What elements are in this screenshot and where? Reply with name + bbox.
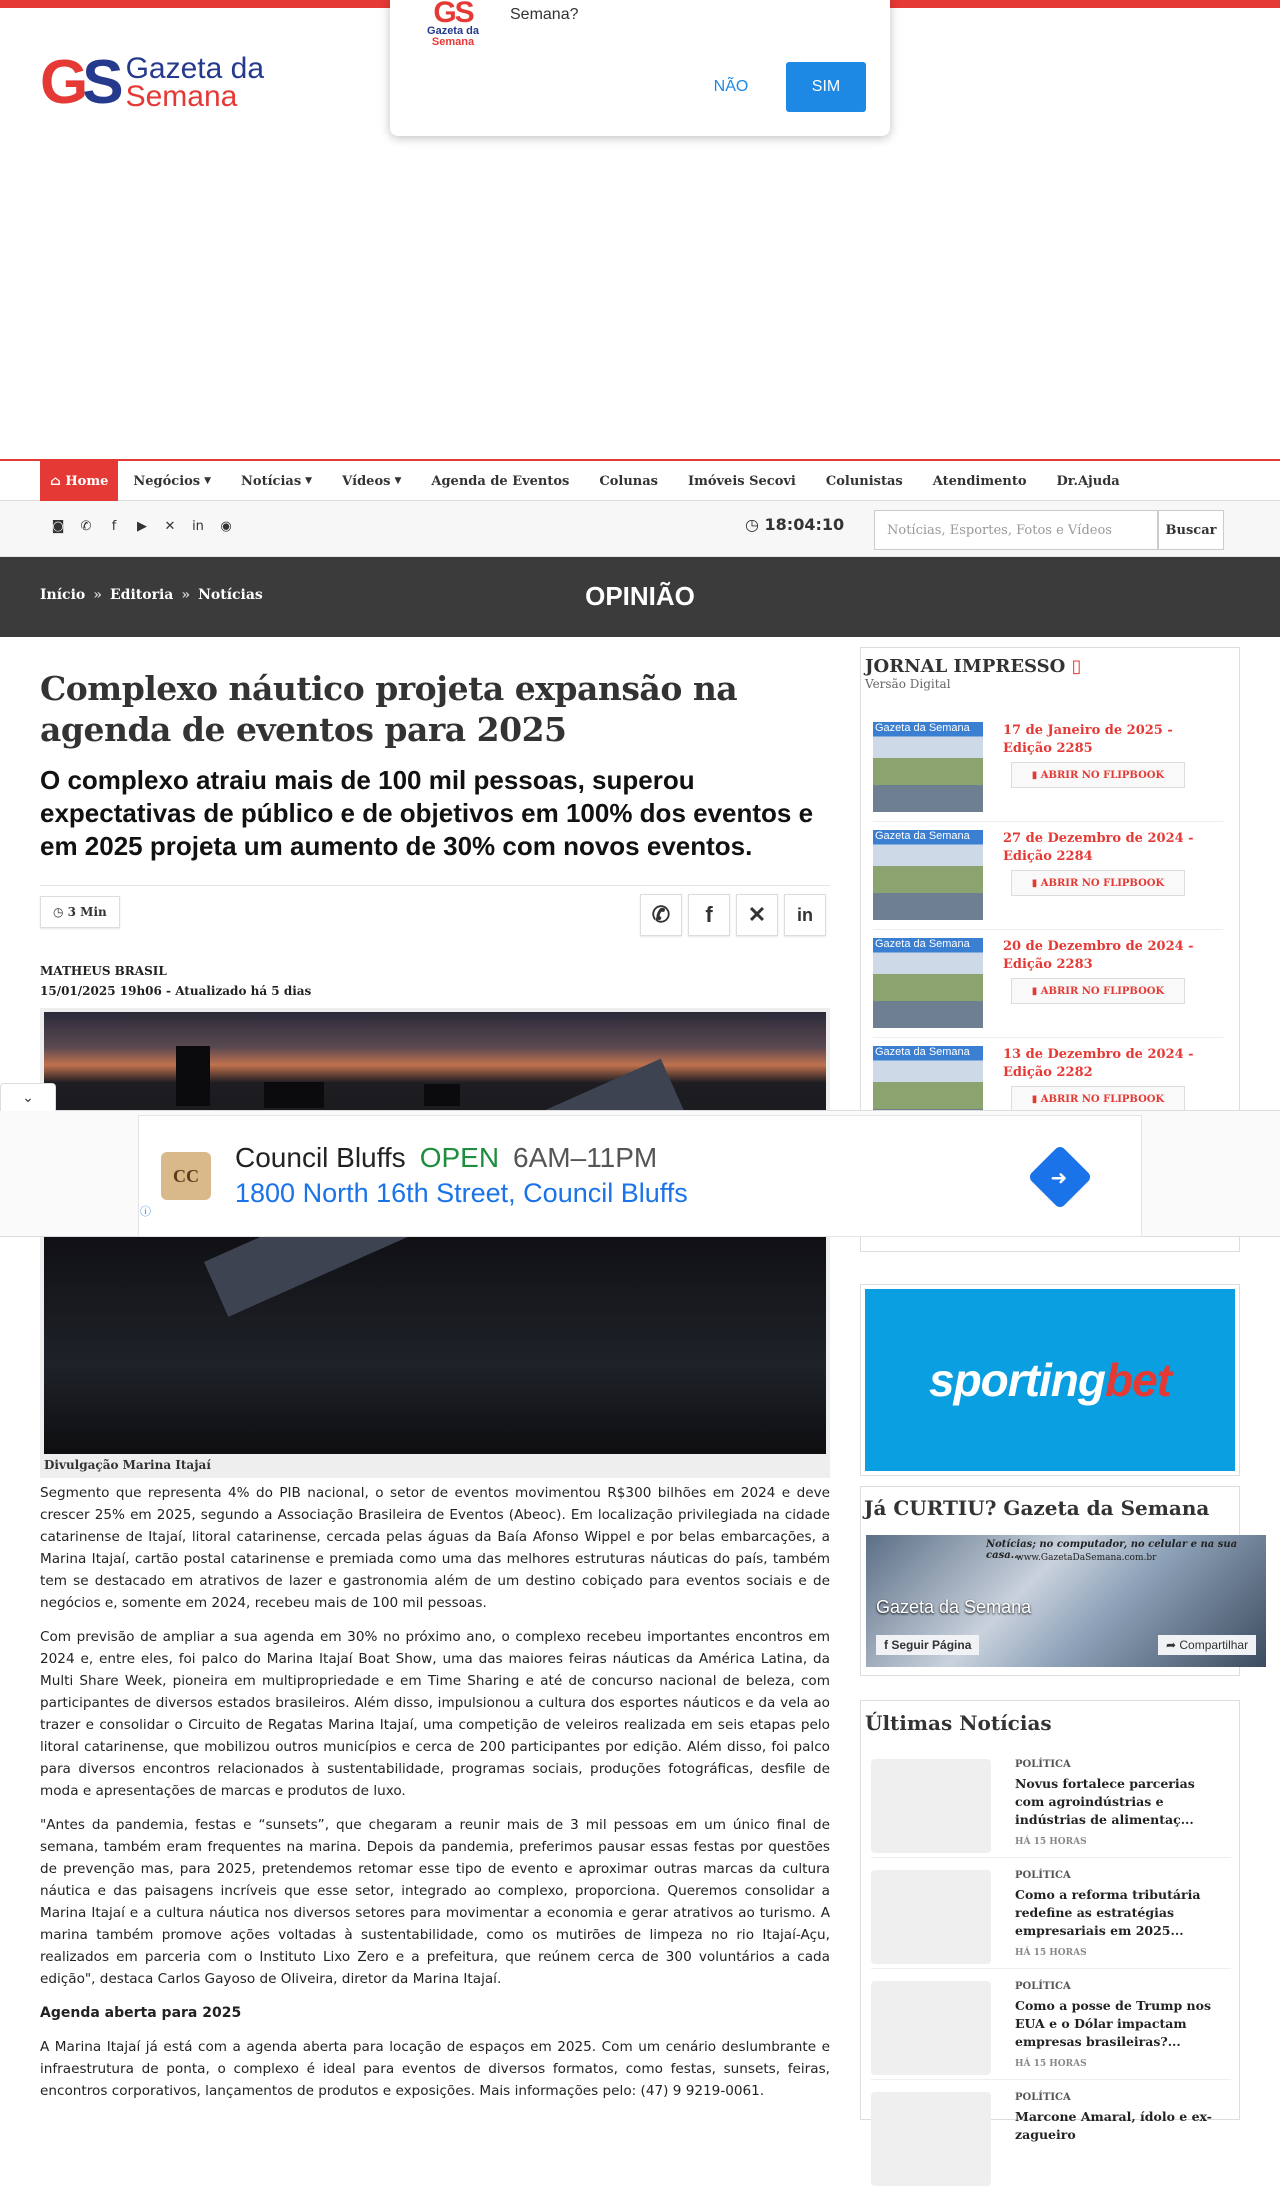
caret-down-icon: ▼: [305, 476, 313, 486]
news-thumbnail[interactable]: [871, 1981, 991, 2075]
news-category[interactable]: POLÍTICA: [1015, 1981, 1071, 1992]
latest-news-title: Últimas Notícias: [865, 1711, 1052, 1735]
latest-news-box: [860, 1700, 1240, 2142]
whatsapp-icon[interactable]: ✆: [80, 519, 92, 534]
share-facebook-button[interactable]: [688, 894, 730, 936]
paragraph: A Marina Itajaí já está com a agenda aberta para locação de espaços em 2025. Com um cenário deslumbrante e infraestrutura de ponta, o complexo é ideal para eventos de diversos formatos, como festas, sunsets, feiras, encontros corporativos, lançamentos de produtos e exposições. Mais informações pelo: (47) 9 9219-0061.: [40, 2039, 830, 2099]
share-page-button[interactable]: ➦ Compartilhar: [1158, 1635, 1256, 1655]
popup-logo: GS Gazeta da Semana: [427, 0, 479, 48]
news-time: HÁ 15 HORAS: [1015, 2059, 1087, 2069]
site-logo[interactable]: [40, 48, 265, 117]
ad-card[interactable]: [138, 1115, 1142, 1237]
whatsapp-icon: ✆: [651, 902, 671, 927]
article-date: 15/01/2025 19h06 - Atualizado há 5 dias: [40, 984, 312, 998]
facebook-url: www.GazetaDaSemana.com.br: [1016, 1553, 1157, 1563]
edition-item[interactable]: [873, 822, 1223, 930]
news-item[interactable]: [871, 1858, 1231, 1969]
article-subheading: Agenda aberta para 2025: [40, 2005, 242, 2021]
x-icon: ✕: [747, 902, 767, 927]
open-flipbook-button[interactable]: ▮ ABRIR NO FLIPBOOK: [1011, 762, 1185, 788]
news-title[interactable]: Novus fortalece parcerias com agroindústrias e indústrias de alimentaç...: [1015, 1776, 1195, 1827]
read-time-badge: ◷ 3 Min: [40, 896, 120, 928]
nav-drajuda[interactable]: Dr.Ajuda: [1056, 473, 1120, 489]
directions-button[interactable]: [1027, 1144, 1092, 1209]
news-category[interactable]: POLÍTICA: [1015, 2092, 1071, 2103]
news-title[interactable]: Como a reforma tributária redefine as estratégias empresariais em 2025...: [1015, 1887, 1201, 1938]
popup-message: Semana?: [510, 6, 579, 23]
rss-icon[interactable]: ◉: [220, 519, 232, 534]
edition-cover[interactable]: Gazeta da Semana: [873, 1046, 983, 1136]
popup-no-button[interactable]: NÃO: [713, 78, 749, 95]
share-icon: ➦: [1166, 1638, 1180, 1652]
share-x-button[interactable]: [736, 894, 778, 936]
edition-cover[interactable]: Gazeta da Semana: [873, 938, 983, 1028]
clock: ◷ 18:04:10: [745, 515, 845, 534]
nav-noticias[interactable]: Notícias ▼: [241, 473, 313, 489]
edition-title[interactable]: 17 de Janeiro de 2025 - Edição 2285: [1003, 723, 1173, 756]
facebook-page-widget[interactable]: [866, 1535, 1266, 1667]
clock-icon: ◷: [53, 905, 68, 919]
instagram-icon[interactable]: ◙: [51, 519, 65, 534]
paragraph: Segmento que representa 4% do PIB nacional, o setor de eventos movimentou R$300 bilhões em 2024 e deve crescer 25% em 2025, segundo a Associação Brasileira de Eventos (Abeoc). Em localização privilegiada na cidade catarinense de Itajaí, litoral catarinense, cercada pelas águas da Baía Afonso Wippel e por belas embarcações, a Marina Itajaí, cartão postal catarinense e premiada como uma das melhores estruturas náuticas do país, também tem se destacado em atrativos de lazer e gastronomia além de um destino cobiçado para eventos sociais e de negócios e, somente em 2024, recebeu mais de 100 mil pessoas.: [40, 1485, 830, 1611]
clock-icon: ◷: [745, 515, 765, 534]
news-item[interactable]: [871, 1969, 1231, 2080]
nav-home[interactable]: ⌂ Home: [40, 461, 118, 501]
pdf-icon: ▮: [1031, 1093, 1041, 1105]
directions-arrow-icon: ➜: [1050, 1165, 1068, 1190]
ad-info-icon[interactable]: ⓘ: [140, 1205, 151, 1218]
edition-title[interactable]: 20 de Dezembro de 2024 - Edição 2283: [1003, 939, 1194, 972]
news-item[interactable]: [871, 1747, 1231, 1858]
paragraph: "Antes da pandemia, festas e “sunsets”, que chegaram a reunir mais de 3 mil pessoas em um único final de semana, também eram frequentes na marina. Depois da pandemia, preferimos pausar essas festas por questões de prevenção mas, para 2025, pretendemos retomar esse tipo de evento e aproximar outras marcas da cultura náutica e das paisagens incríveis que esse setor, integrado ao complexo, proporciona. Queremos consolidar a Marina Itajaí e a cultura náutica nos diversos setores para movimentar a economia e gerar atrativos ao turismo. A marina também promove ações voltadas à sustentabilidade, como os mutirões de limpeza no rio Itajaí-Açu, realizados em parceria com o Instituto Lixo Zero e a prefeitura, que reúnem cerca de 300 voluntários a cada edição", destaca Carlos Gayoso de Oliveira, diretor da Marina Itajaí.: [40, 1817, 830, 1987]
article-subtitle: O complexo atraiu mais de 100 mil pessoas, superou expectativas de público e de objetivos em 100% dos eventos e em 2025 projeta um aumento de 30% com novos eventos.: [40, 765, 814, 861]
paragraph: Com previsão de ampliar a sua agenda em 30% no próximo ano, o complexo recebeu importantes encontros em 2024 e, entre eles, foi palco do Marina Itajaí Boat Show, uma das maiores feiras náuticas da América Latina, da Multi Share Week, pioneira em multipropriedade e em Time Sharing e até de concurso nacional de beleza, com participantes de diversos estados brasileiros. Além disso, impulsionou a cultura dos esportes náuticos e da vela ao trazer e consolidar o Circuito de Regatas Marina Itajaí, uma competição de veleiros realizada em seis etapas pelo litoral catarinense, que mobilizou outros municípios e cerca de 200 participantes por edição. Além disso, foi palco para diversos encontros relacionados à sustentabilidade, programas sociais, produções fotográficas, desfile de moda e apresentações de marcas e produtos de luxo.: [40, 1629, 830, 1799]
news-thumbnail[interactable]: [871, 1870, 991, 1964]
popup-yes-button[interactable]: SIM: [786, 62, 866, 112]
jornal-subtitle: Versão Digital: [865, 677, 951, 691]
mobile-icon: ▯: [1071, 656, 1082, 677]
open-flipbook-button[interactable]: ▮ ABRIR NO FLIPBOOK: [1011, 978, 1185, 1004]
search-input[interactable]: Notícias, Esportes, Fotos e Vídeos: [874, 510, 1158, 550]
ad-logo: CC: [161, 1152, 211, 1200]
section-header: [0, 557, 1280, 637]
share-whatsapp-button[interactable]: [640, 894, 682, 936]
article-header: [40, 668, 830, 863]
nav-imoveis[interactable]: Imóveis Secovi: [688, 473, 796, 489]
social-links: [44, 519, 240, 534]
photo-caption: Divulgação Marina Itajaí: [44, 1458, 211, 1472]
collapse-ad-button[interactable]: [0, 1083, 56, 1111]
article-photo[interactable]: [40, 1008, 830, 1478]
news-thumbnail[interactable]: [871, 2092, 991, 2186]
article-author: MATHEUS BRASIL: [40, 964, 167, 978]
facebook-icon: f: [884, 1638, 892, 1652]
logo-mark: GS: [40, 48, 118, 117]
caret-down-icon: ▼: [204, 476, 212, 486]
breadcrumb-editoria[interactable]: Editoria: [109, 587, 174, 603]
share-linkedin-button[interactable]: [784, 894, 826, 936]
search-button[interactable]: Buscar: [1158, 510, 1224, 550]
breadcrumb-inicio[interactable]: Início: [40, 587, 86, 603]
edition-item[interactable]: [873, 714, 1223, 822]
facebook-icon: f: [705, 902, 713, 927]
news-time: HÁ 15 HORAS: [1015, 1948, 1087, 1958]
ad-business-line: Council Bluffs OPEN 6AM–11PM: [235, 1142, 658, 1173]
facebook-page-name[interactable]: Gazeta da Semana: [876, 1597, 1032, 1617]
news-category[interactable]: POLÍTICA: [1015, 1759, 1071, 1770]
pdf-icon: ▮: [1031, 985, 1041, 997]
nav-videos[interactable]: Vídeos ▼: [342, 473, 402, 489]
section-title: OPINIÃO: [585, 581, 695, 611]
edition-cover[interactable]: Gazeta da Semana: [873, 830, 983, 920]
news-title[interactable]: Como a posse de Trump nos EUA e o Dólar impactam empresas brasileiras?...: [1015, 1998, 1212, 2049]
pdf-icon: ▮: [1031, 769, 1041, 781]
youtube-icon[interactable]: ▶: [137, 519, 147, 534]
open-flipbook-button[interactable]: ▮ ABRIR NO FLIPBOOK: [1011, 870, 1185, 896]
breadcrumb-noticias[interactable]: Notícias: [198, 587, 263, 603]
news-item[interactable]: [871, 2080, 1231, 2191]
utility-bar: [0, 501, 1280, 557]
nav-atendimento[interactable]: Atendimento: [932, 473, 1027, 489]
caret-down-icon: ▼: [394, 476, 402, 486]
divider: [40, 885, 830, 886]
nav-agenda[interactable]: Agenda de Eventos: [431, 473, 570, 489]
jornal-title: JORNAL IMPRESSO ▯: [865, 656, 1082, 677]
article-body: [40, 1482, 830, 2114]
edition-item[interactable]: [873, 930, 1223, 1038]
news-category[interactable]: POLÍTICA: [1015, 1870, 1071, 1881]
follow-page-button[interactable]: f Seguir Página: [876, 1635, 979, 1655]
edition-title[interactable]: 27 de Dezembro de 2024 - Edição 2284: [1003, 831, 1194, 864]
notification-permission-popup: [390, 0, 890, 136]
sportingbet-logo: sporting bet: [865, 1289, 1235, 1471]
edition-title[interactable]: 13 de Dezembro de 2024 - Edição 2282: [1003, 1047, 1194, 1080]
sponsor-banner[interactable]: [860, 1284, 1240, 1476]
open-flipbook-button[interactable]: ▮ ABRIR NO FLIPBOOK: [1011, 1086, 1185, 1112]
nav-colunas[interactable]: Colunas: [599, 473, 658, 489]
news-thumbnail[interactable]: [871, 1759, 991, 1853]
news-title[interactable]: Marcone Amaral, ídolo e ex-zagueiro: [1015, 2109, 1212, 2142]
pdf-icon: ▮: [1031, 877, 1041, 889]
news-time: HÁ 15 HORAS: [1015, 1837, 1087, 1847]
x-icon[interactable]: ✕: [164, 519, 176, 534]
chevron-right-icon: »: [181, 587, 191, 603]
nav-colunistas[interactable]: Colunistas: [825, 473, 903, 489]
linkedin-icon[interactable]: in: [192, 519, 204, 534]
logo-text: Gazeta da Semana: [125, 52, 265, 113]
home-icon: ⌂: [50, 473, 66, 489]
ad-address[interactable]: 1800 North 16th Street, Council Bluffs: [235, 1178, 688, 1208]
article-title: Complexo náutico projeta expansão na agenda de eventos para 2025: [40, 669, 738, 749]
chevron-right-icon: »: [93, 587, 102, 603]
chevron-down-icon: ⌄: [22, 1089, 34, 1106]
linkedin-icon: in: [797, 904, 813, 925]
nav-negocios[interactable]: Negócios ▼: [133, 473, 212, 489]
facebook-tagline: Notícias; no computador, no celular e na sua casa...: [986, 1539, 1238, 1561]
main-nav: [0, 459, 1280, 501]
facebook-box-title: Já CURTIU? Gazeta da Semana: [864, 1496, 1210, 1520]
edition-cover[interactable]: Gazeta da Semana: [873, 722, 983, 812]
facebook-icon[interactable]: f: [111, 519, 117, 534]
